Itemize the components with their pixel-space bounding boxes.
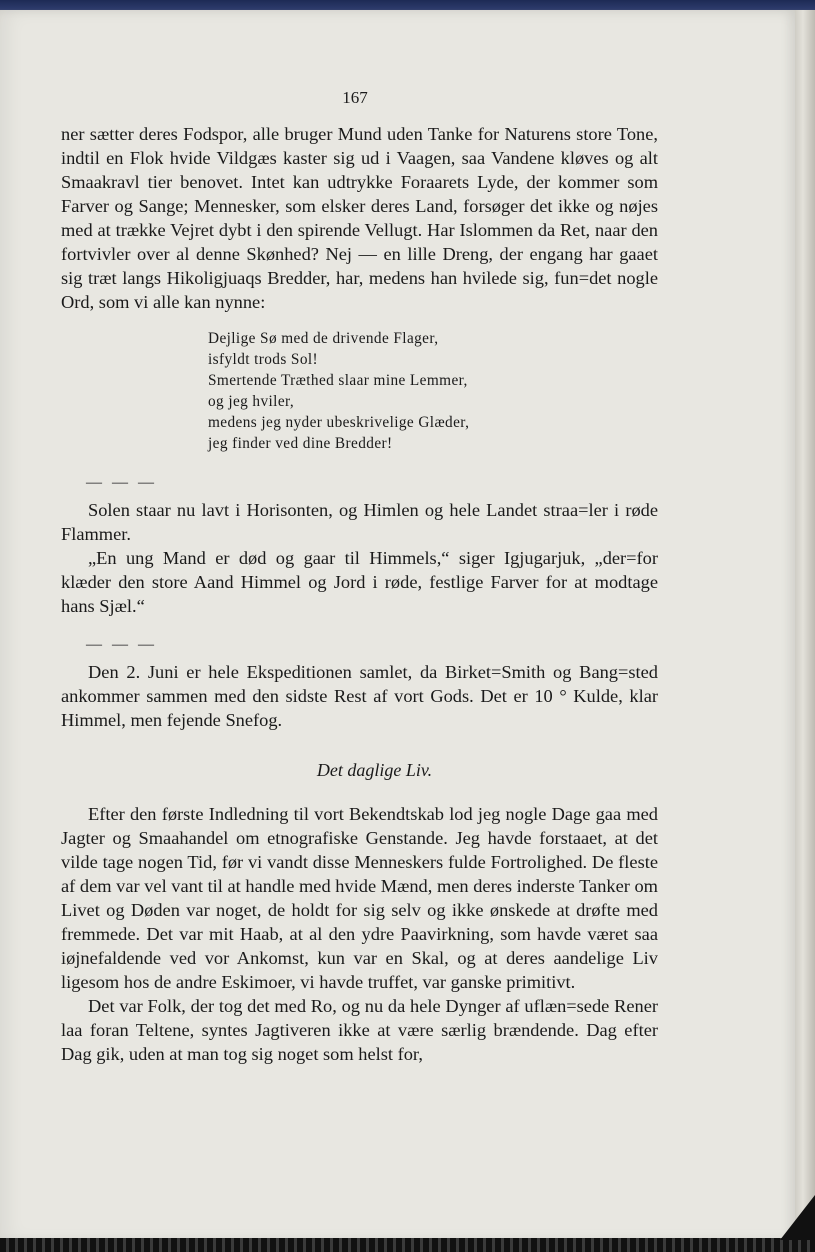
poem-line: Smertende Træthed slaar mine Lemmer,	[208, 372, 468, 389]
book-bottom-edge	[0, 1238, 815, 1252]
separator-2: — — —	[86, 636, 157, 653]
page-number: 167	[342, 88, 368, 107]
poem-line: isfyldt trods Sol!	[208, 351, 319, 368]
paragraph-5: Efter den første Indledning til vort Bekendtskab lod jeg nogle Dage gaa med Jagter og Smaahandel om etnografiske Genstande. Jeg havde forstaaet, at det vilde tage nogen Tid, før vi vandt disse Menneskers fulde Fortrolighed. De fleste af dem var vel vant til at handle med hvide Mænd, men deres inderste Tanker om Livet og Døden var noget, de holdt for sig selv og ikke ønskede at drøfte med fremmede. Det var mit Haab, at al den ydre Paavirkning, som havde været saa iøjnefaldende ved vor Ankomst, kun var en Skal, og at deres aandelige Liv ligesom hos de andre Eskimoer, vi havde truffet, var ganske primitivt.	[61, 804, 658, 992]
poem-line: jeg finder ved dine Bredder!	[208, 435, 393, 452]
poem-line: Dejlige Sø med de drivende Flager,	[208, 330, 439, 347]
page-corner	[780, 1195, 815, 1240]
page-body	[61, 122, 658, 1066]
paragraph-1: ner sætter deres Fodspor, alle bruger Mund uden Tanke for Naturens store Tone, indtil en Flok hvide Vildgæs kaster sig ud i Vaagen, saa Vandene kløves og alt Smaakravl tier benovet. Intet kan udtrykke Foraarets Lyde, der kommer som Farver og Sange; Mennesker, som elsker deres Land, forsøger det ikke og nøjes med at trække Vejret dybt i den spirende Vellugt. Har Islommen da Ret, naar den fortvivler over al denne Skønhed? Nej — en lille Dreng, der engang har gaaet sig træt langs Hikoligjuaqs Bredder, har, medens han hvilede sig, fun=det nogle Ord, som vi alle kan nynne:	[61, 124, 658, 312]
poem-line: og jeg hviler,	[208, 393, 295, 410]
paragraph-2: Solen staar nu lavt i Horisonten, og Himlen og hele Landet straa=ler i røde Flammer.	[61, 500, 658, 544]
paragraph-4: Den 2. Juni er hele Ekspeditionen samlet, da Birket=Smith og Bang=sted ankommer sammen med den sidste Rest af vort Gods. Det er 10 ° Kulde, klar Himmel, men fejende Snefog.	[61, 662, 658, 730]
poem	[208, 328, 658, 454]
book-right-edge	[795, 10, 815, 1242]
separator-1: — — —	[86, 474, 157, 491]
paragraph-3: „En ung Mand er død og gaar til Himmels,“ siger Igjugarjuk, „der=for klæder den store Aand Himmel og Jord i røde, festlige Farver for at modtage hans Sjæl.“	[61, 548, 658, 616]
poem-line: medens jeg nyder ubeskrivelige Glæder,	[208, 414, 470, 431]
paragraph-6: Det var Folk, der tog det med Ro, og nu da hele Dynger af uflæn=sede Rener laa foran Teltene, syntes Jagtiveren ikke at være særlig brændende. Dag efter Dag gik, uden at man tog sig noget som helst for,	[61, 996, 658, 1064]
section-heading: Det daglige Liv.	[316, 760, 433, 780]
